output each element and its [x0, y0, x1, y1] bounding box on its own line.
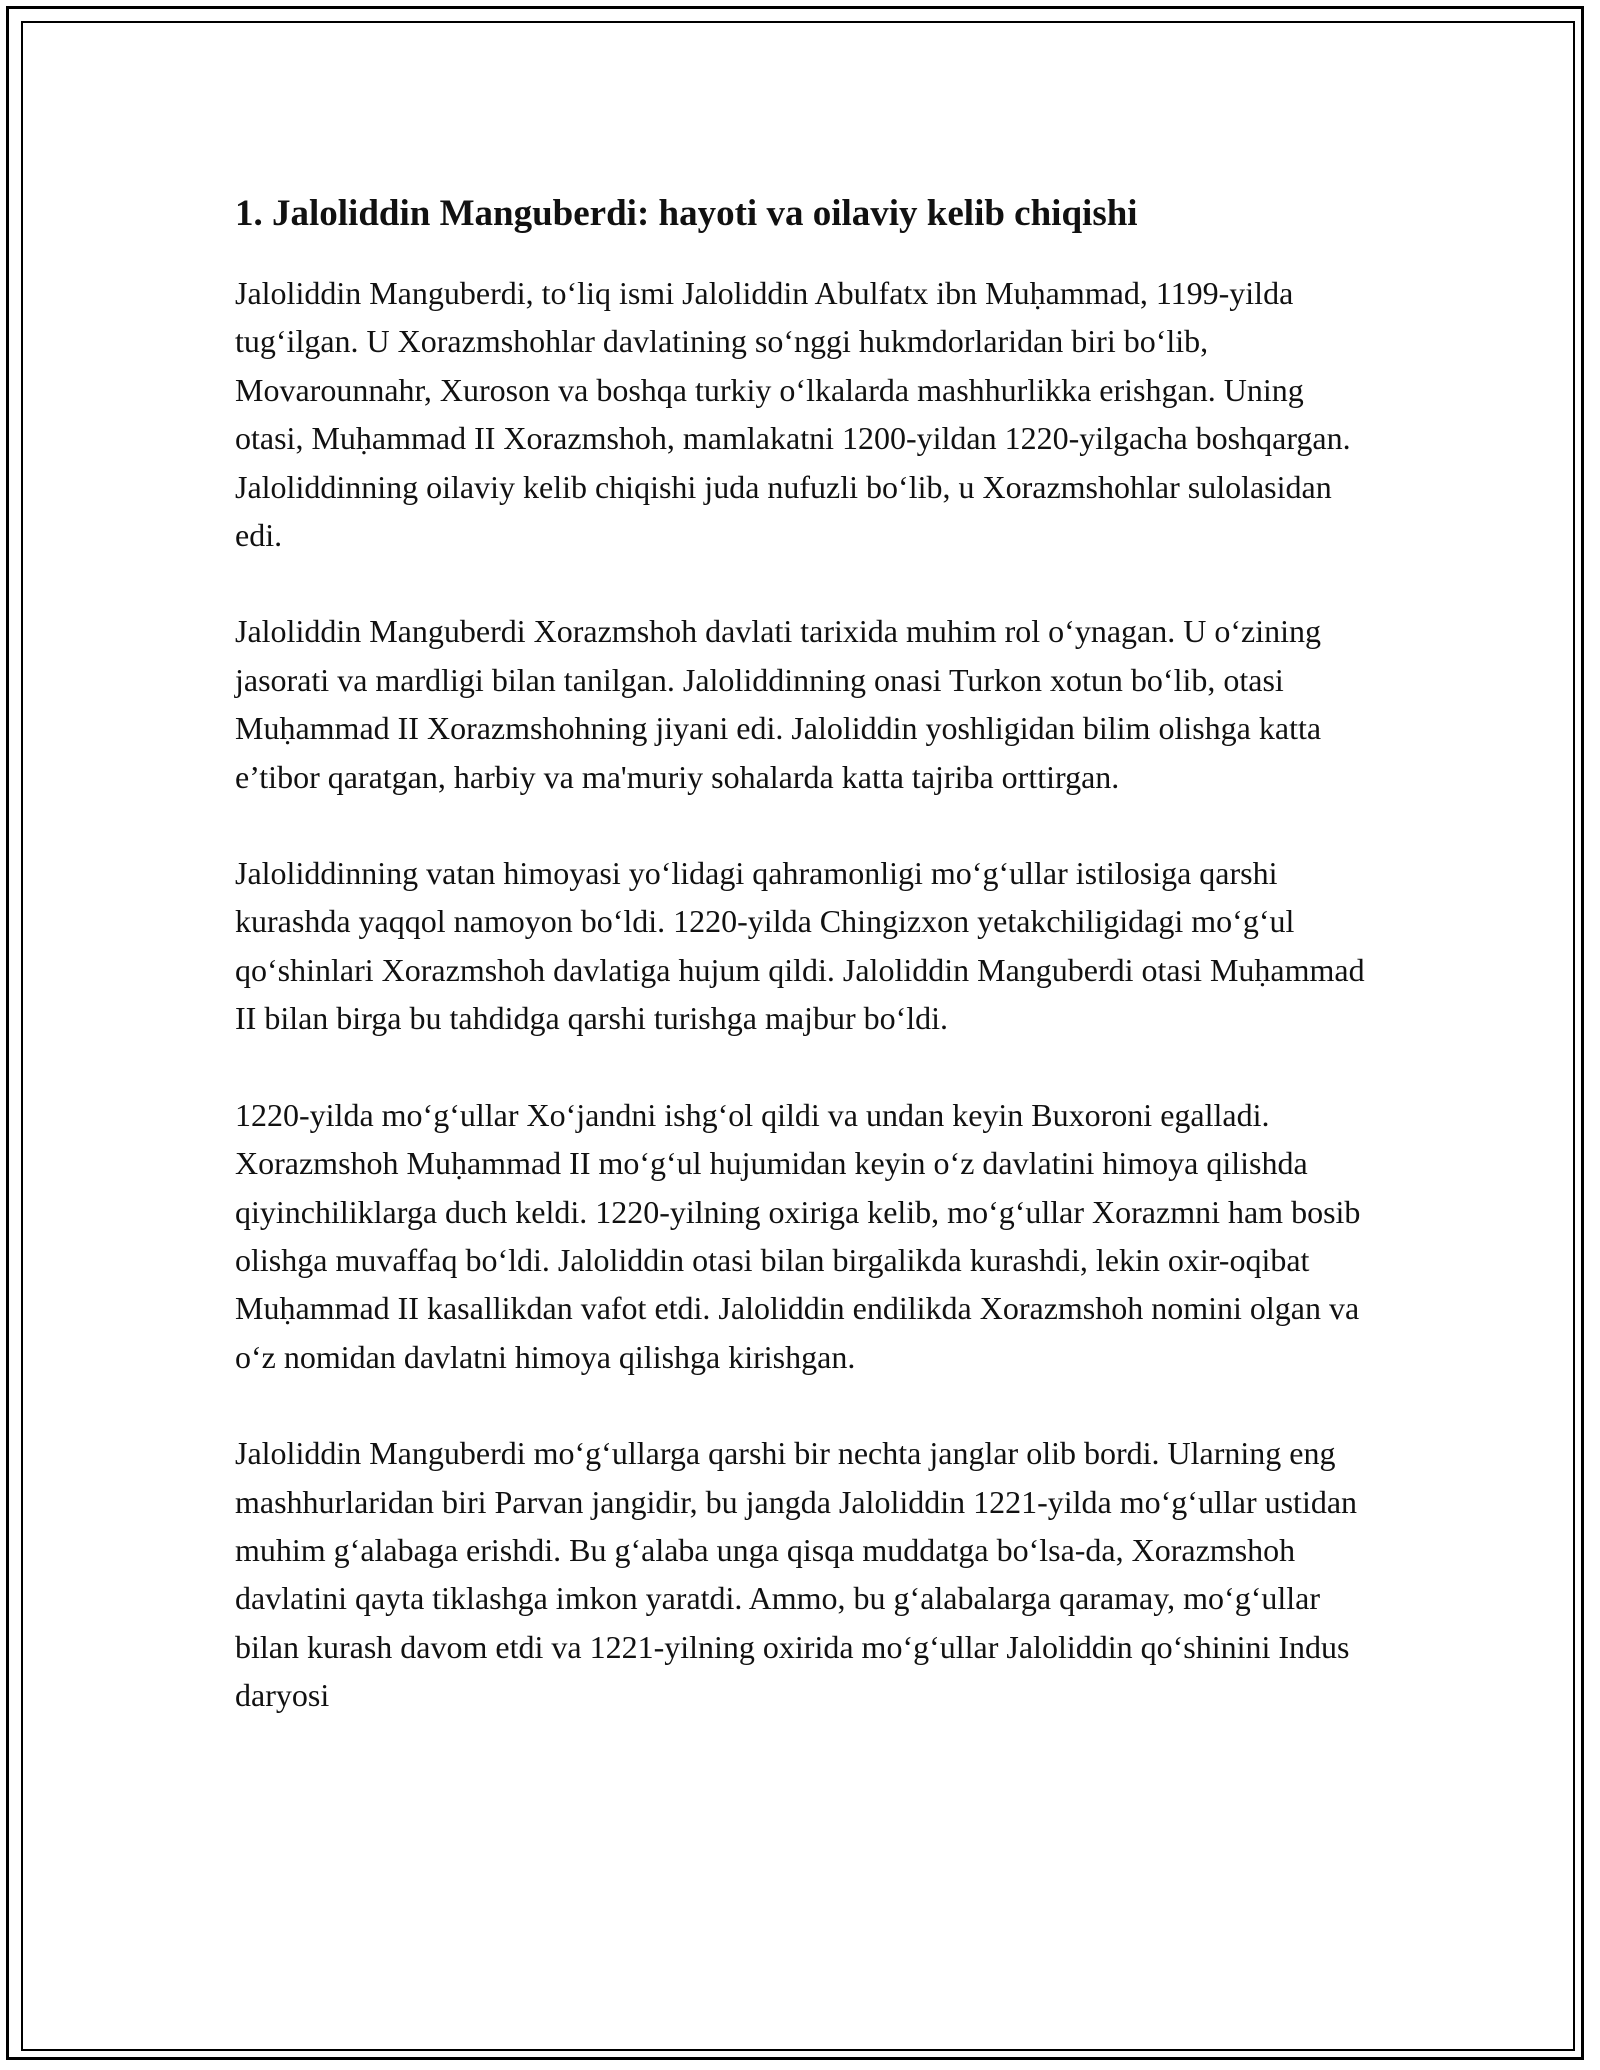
paragraph-2: Jaloliddin Manguberdi Xorazmshoh davlati tarixida muhim rol o‘ynagan. U o‘zining jasorati va mardligi bilan tanilgan. Jaloliddinning onasi Turkon xotun bo‘lib, otasi Muḥammad II Xorazmshohning jiyani edi. Jaloliddin yoshligidan bilim olishga katta e’tibor qaratgan, harbiy va ma'muriy sohalarda katta tajriba orttirgan. — [235, 613, 1322, 795]
section-heading: 1. Jaloliddin Manguberdi: hayoti va oilaviy kelib chiqishi — [235, 193, 1138, 234]
paragraph-3: Jaloliddinning vatan himoyasi yo‘lidagi qahramonligi mo‘g‘ullar istilosiga qarshi kurashda yaqqol namoyon bo‘ldi. 1220-yilda Chingizxon yetakchiligidagi mo‘g‘ul qo‘shinlari Xorazmshoh davlatiga hujum qildi. Jaloliddin Manguberdi otasi Muḥammad II bilan birga bu tahdidga qarshi turishga majbur bo‘ldi. — [235, 855, 1365, 1037]
document-body — [235, 186, 1375, 1768]
paragraph-5: Jaloliddin Manguberdi mo‘g‘ullarga qarshi bir nechta janglar olib bordi. Ularning eng mashhurlaridan biri Parvan jangidir, bu jangda Jaloliddin 1221-yilda mo‘g‘ullar ustidan muhim g‘alabaga erishdi. Bu g‘alaba unga qisqa muddatga bo‘lsa-da, Xorazmshoh davlatini qayta tiklashga imkon yaratdi. Ammo, bu g‘alabalarga qaramay, mo‘g‘ullar bilan kurash davom etdi va 1221-yilning oxirida mo‘g‘ullar Jaloliddin qo‘shinini Indus daryosi — [235, 1435, 1358, 1714]
paragraph-4: 1220-yilda mo‘g‘ullar Xo‘jandni ishg‘ol qildi va undan keyin Buxoroni egalladi. Xorazmshoh Muḥammad II mo‘g‘ul hujumidan keyin o‘z davlatini himoya qilishda qiyinchiliklarga duch keldi. 1220-yilning oxiriga kelib, mo‘g‘ullar Xorazmni ham bosib olishga muvaffaq bo‘ldi. Jaloliddin otasi bilan birgalikda kurashdi, lekin oxir-oqibat Muḥammad II kasallikdan vafot etdi. Jaloliddin endilikda Xorazmshoh nomini olgan va o‘z nomidan davlatni himoya qilishga kirishgan. — [235, 1096, 1361, 1375]
paragraph-1: Jaloliddin Manguberdi, to‘liq ismi Jaloliddin Abulfatx ibn Muḥammad, 1199-yilda tug‘ilgan. U Xorazmshohlar davlatining so‘nggi hukmdorlaridan biri bo‘lib, Movarounnahr, Xuroson va boshqa turkiy o‘lkalarda mashhurlikka erishgan. Uning otasi, Muḥammad II Xorazmshoh, mamlakatni 1200-yildan 1220-yilgacha boshqargan. Jaloliddinning oilaviy kelib chiqishi juda nufuzli bo‘lib, u Xorazmshohlar sulolasidan edi. — [235, 275, 1351, 554]
